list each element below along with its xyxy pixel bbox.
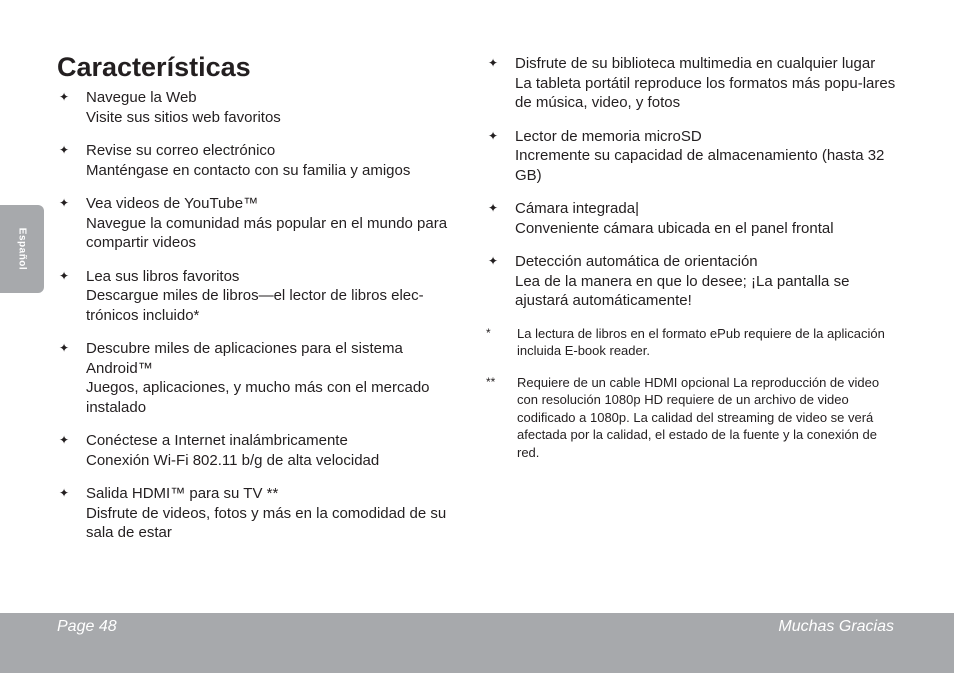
sparkle-bullet-icon: ✦	[58, 268, 70, 283]
page-footer	[0, 613, 954, 673]
feature-description: Conveniente cámara ubicada en el panel frontal	[515, 219, 834, 237]
right-feature-column	[486, 54, 898, 476]
footnote-mark: *	[486, 325, 491, 340]
footnote	[486, 374, 898, 462]
feature-title: Disfrute de su biblioteca multimedia en cualquier lugar	[515, 55, 876, 72]
feature-description: Navegue la comunidad más popular en el mundo para compartir videos	[86, 214, 448, 251]
footer-tagline: Muchas Gracias	[778, 618, 894, 635]
sparkle-bullet-icon: ✦	[487, 201, 499, 215]
feature-item	[486, 252, 898, 311]
feature-item	[486, 127, 898, 186]
feature-title: Navegue la Web	[86, 89, 197, 106]
sparkle-bullet-icon: ✦	[487, 128, 499, 143]
feature-title: Revise su correo electrónico	[86, 142, 276, 159]
feature-title: Vea videos de YouTube™	[86, 195, 259, 212]
language-tab-label: Español	[16, 227, 28, 271]
feature-description: Disfrute de videos, fotos y más en la comodidad de su sala de estar	[86, 504, 447, 541]
sparkle-bullet-icon: ✦	[58, 90, 70, 104]
sparkle-bullet-icon: ✦	[487, 56, 499, 70]
feature-item	[57, 88, 462, 127]
feature-title: Lector de memoria microSD	[515, 127, 702, 145]
feature-item	[57, 267, 462, 326]
feature-description: Lea de la manera en que lo desee; ¡La pantalla se ajustará automáticamente!	[515, 272, 850, 309]
page-number: Page 48	[57, 618, 117, 635]
feature-item	[57, 141, 462, 180]
feature-title: Lea sus libros favoritos	[86, 267, 240, 285]
feature-item	[57, 194, 462, 253]
feature-item	[57, 339, 462, 417]
feature-description: Manténgase en contacto con su familia y amigos	[86, 161, 411, 179]
feature-description: La tableta portátil reproduce los formatos más popu-lares de música, video, y fotos	[515, 74, 896, 111]
feature-description: Descargue miles de libros—el lector de libros elec-trónicos incluido*	[86, 287, 424, 324]
sparkle-bullet-icon: ✦	[487, 254, 499, 268]
feature-title: Salida HDMI™ para su TV **	[86, 485, 279, 502]
feature-description: Conexión Wi-Fi 802.11 b/g de alta velocidad	[86, 451, 380, 469]
feature-item	[57, 484, 462, 543]
footnote-text: La lectura de libros en el formato ePub requiere de la aplicación incluida E-book reader.	[517, 325, 885, 359]
feature-title: Detección automática de orientación	[515, 253, 758, 270]
sparkle-bullet-icon: ✦	[58, 143, 70, 157]
feature-description: Juegos, aplicaciones, y mucho más con el mercado instalado	[86, 379, 430, 416]
footnote-mark: **	[486, 374, 496, 389]
feature-item	[486, 54, 898, 113]
footnote-text: Requiere de un cable HDMI opcional La reproducción de video con resolución 1080p HD requiere de un archivo de video codificado a 1080p. La calidad del streaming de video se verá afectada por la calidad, el estado de la fuente y la conexión de red.	[517, 374, 880, 461]
sparkle-bullet-icon: ✦	[58, 196, 70, 210]
sparkle-bullet-icon: ✦	[58, 433, 70, 447]
feature-item	[486, 199, 898, 238]
language-side-tab	[0, 205, 44, 293]
footnote	[486, 325, 898, 360]
feature-title: Conéctese a Internet inalámbricamente	[86, 432, 348, 449]
sparkle-bullet-icon: ✦	[58, 486, 70, 500]
feature-title: Cámara integrada|	[515, 200, 639, 217]
feature-description: Visite sus sitios web favoritos	[86, 108, 281, 126]
feature-item	[57, 431, 462, 470]
sparkle-bullet-icon: ✦	[58, 341, 70, 355]
left-feature-column	[57, 88, 462, 557]
page-title: Características	[57, 52, 251, 82]
feature-title: Descubre miles de aplicaciones para el sistema Android™	[86, 340, 403, 377]
feature-description: Incremente su capacidad de almacenamiento (hasta 32 GB)	[515, 147, 885, 184]
